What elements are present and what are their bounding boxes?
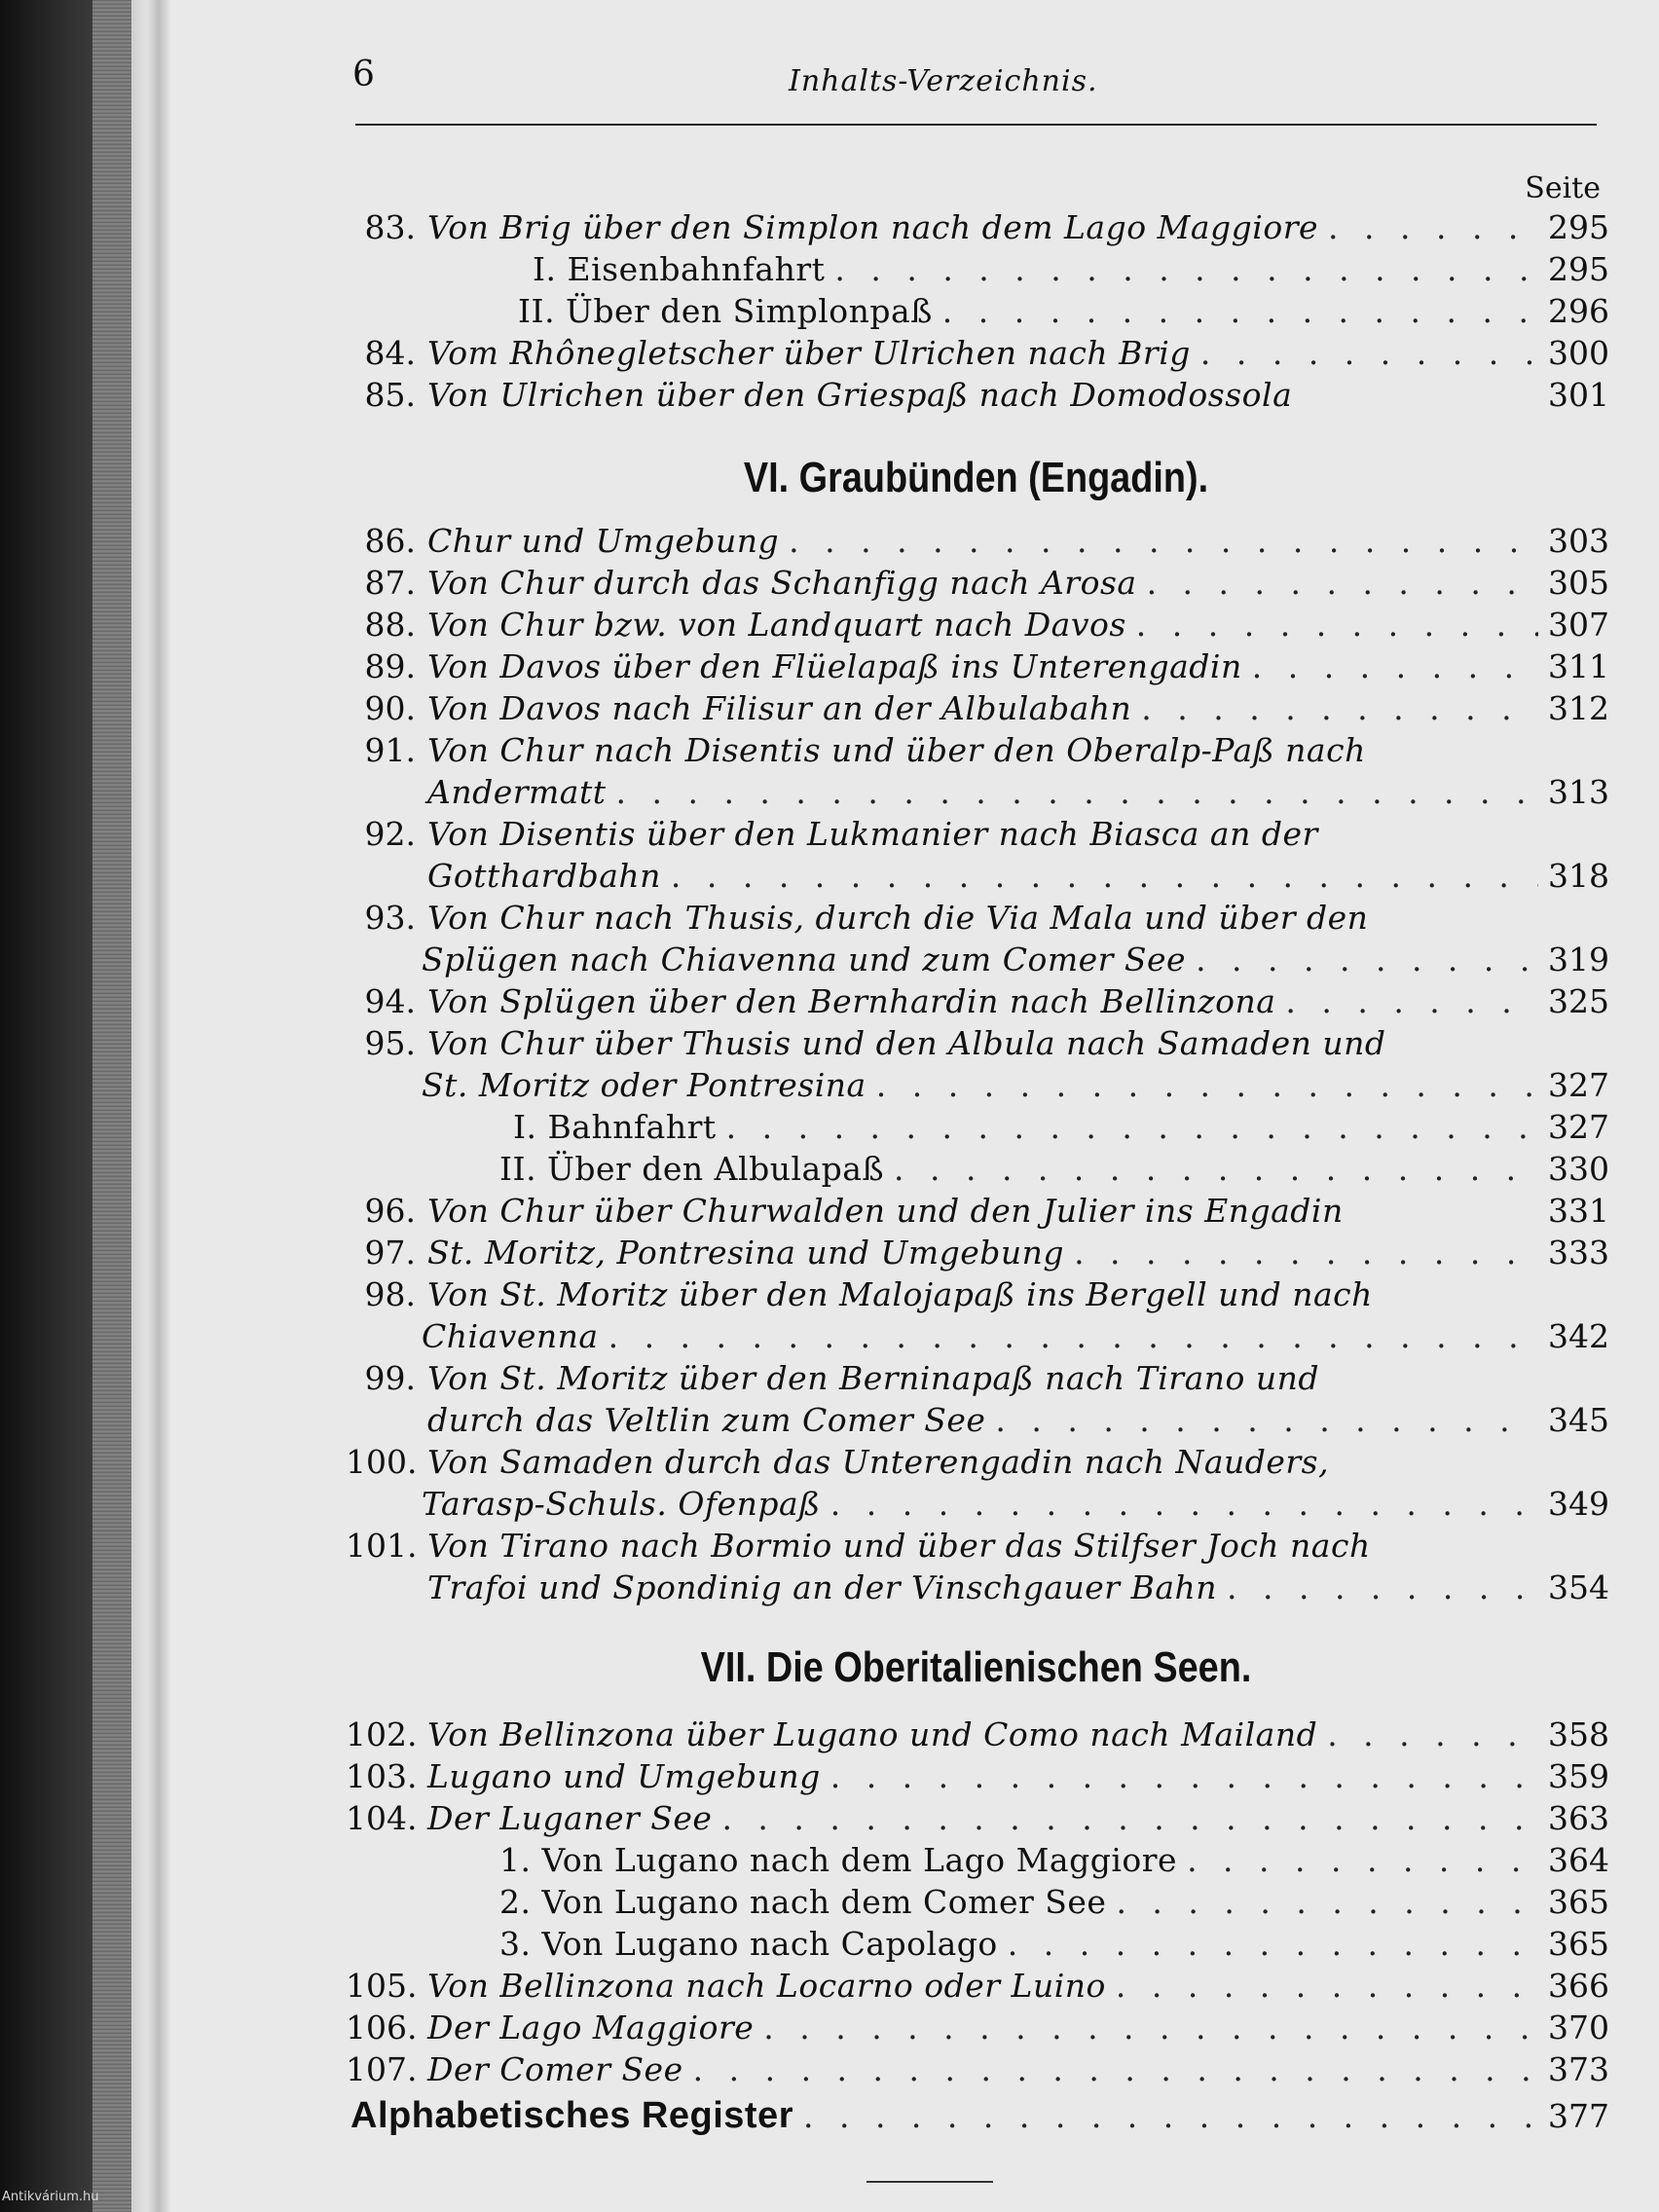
entry-number: 94.: [364, 982, 416, 1020]
header-rule: [355, 124, 1597, 126]
toc-entry: [346, 1799, 1609, 1842]
toc-entry: [346, 1757, 1609, 1800]
leader-dots: [1227, 1568, 1538, 1606]
leader-dots: [721, 1799, 1538, 1837]
entry-page: 365: [1548, 1883, 1609, 1921]
leader-dots: [789, 522, 1538, 560]
entry-number: 102.: [346, 1715, 418, 1753]
page-header-title: Inhalts-Verzeichnis.: [789, 64, 1098, 98]
leader-dots: [1328, 208, 1538, 246]
entry-title: Splügen nach Chiavenna und zum Comer See: [422, 940, 1187, 978]
toc-entry-continuation: [346, 1485, 1609, 1528]
leader-dots: [894, 1150, 1538, 1188]
entry-page: 366: [1548, 1967, 1609, 2005]
toc-entry-register: [350, 2095, 1609, 2138]
toc-subentry: [346, 1883, 1609, 1926]
toc-entry: [346, 1715, 1609, 1758]
leader-dots: [834, 250, 1538, 288]
leader-dots: [608, 1317, 1538, 1355]
entry-page: 325: [1548, 982, 1609, 1020]
entry-title: Von Disentis über den Lukmanier nach Biasca an der: [427, 815, 1318, 853]
entry-number: 105.: [346, 1967, 418, 2005]
entry-title: Alphabetisches Register: [350, 2095, 793, 2136]
leader-dots: [763, 2009, 1538, 2046]
leader-dots: [1008, 1925, 1538, 1963]
toc-entry-continuation: [346, 940, 1609, 983]
leader-dots: [1136, 606, 1538, 644]
page-number: 6: [352, 55, 375, 94]
book-spine-cloth: [92, 0, 131, 2212]
entry-title: II. Über den Simplonpaß: [518, 292, 933, 330]
entry-title: Von Chur nach Thusis, durch die Via Mala und über den: [427, 899, 1369, 937]
entry-number: 98.: [364, 1275, 416, 1313]
leader-dots: [1187, 1841, 1538, 1879]
entry-number: 106.: [346, 2009, 418, 2046]
entry-number: 104.: [346, 1799, 418, 1837]
entry-number: 92.: [364, 815, 416, 853]
entry-title: 3. Von Lugano nach Capolago: [499, 1925, 998, 1963]
toc-entry: [346, 647, 1609, 690]
entry-number: 85.: [364, 376, 416, 414]
entry-title: Der Luganer See: [427, 1799, 713, 1837]
book-spine: [0, 0, 92, 2212]
entry-title: Von St. Moritz über den Berninapaß nach Tirano und: [427, 1359, 1319, 1397]
leader-dots: [803, 2097, 1538, 2135]
leader-dots: [1074, 1234, 1538, 1272]
toc-subentry: [346, 1108, 1609, 1151]
entry-page: 359: [1548, 1757, 1609, 1795]
entry-title: Trafoi und Spondinig an der Vinschgauer Bahn: [427, 1568, 1218, 1606]
entry-number: 83.: [364, 208, 416, 246]
toc-entry: [346, 815, 1606, 858]
leader-dots: [1147, 564, 1538, 602]
entry-number: 103.: [346, 1757, 418, 1795]
toc-subentry: [346, 1841, 1609, 1884]
toc-entry: [346, 1527, 1606, 1569]
toc-subentry: [346, 292, 1609, 335]
entry-page: 345: [1548, 1401, 1609, 1439]
entry-title: Lugano und Umgebung: [427, 1757, 821, 1795]
toc-entry-continuation: [346, 773, 1609, 816]
leader-dots: [830, 1485, 1538, 1523]
entry-page: 363: [1548, 1799, 1609, 1837]
entry-title: 2. Von Lugano nach dem Comer See: [499, 1883, 1107, 1921]
leader-dots: [995, 1401, 1538, 1439]
entry-title: Von Chur über Churwalden und den Julier ins Engadin: [427, 1192, 1344, 1230]
entry-title: durch das Veltlin zum Comer See: [427, 1401, 986, 1439]
entry-title: Von St. Moritz über den Malojapaß ins Bergell und nach: [427, 1275, 1373, 1313]
entry-title: Von Chur durch das Schanfigg nach Arosa: [427, 564, 1137, 602]
leader-dots: [726, 1108, 1538, 1146]
entry-page: 377: [1548, 2097, 1609, 2135]
entry-title: I. Bahnfahrt: [513, 1108, 717, 1146]
toc-entry: [346, 899, 1606, 941]
footer-rule: [866, 2181, 993, 2183]
section-heading: VI. Graubünden (Engadin).: [743, 454, 1209, 501]
leader-dots: [1252, 647, 1538, 685]
entry-number: 86.: [364, 522, 416, 560]
entry-page: 342: [1548, 1317, 1609, 1355]
entry-title: Von Chur über Thusis und den Albula nach Samaden und: [427, 1024, 1386, 1062]
entry-page: 311: [1548, 647, 1609, 685]
entry-page: 318: [1548, 857, 1609, 895]
leader-dots: [876, 1066, 1538, 1104]
toc-entry: [346, 376, 1609, 419]
entry-page: 330: [1548, 1150, 1609, 1188]
entry-title: Andermatt: [427, 773, 607, 811]
entry-title: Von Tirano nach Bormio und über das Stilfser Joch nach: [427, 1527, 1371, 1565]
toc-subentry: [346, 250, 1609, 293]
leader-dots: [1116, 1883, 1538, 1921]
toc-entry: [346, 1443, 1606, 1486]
toc-entry: [346, 564, 1609, 607]
entry-page: 370: [1548, 2009, 1609, 2046]
leader-dots: [693, 2050, 1538, 2088]
toc-entry: [346, 2050, 1609, 2093]
leader-dots: [942, 292, 1538, 330]
entry-number: 88.: [364, 606, 416, 644]
entry-page: 364: [1548, 1841, 1609, 1879]
entry-page: 349: [1548, 1485, 1609, 1523]
toc-entry: [346, 1234, 1609, 1276]
entry-title: Von Ulrichen über den Griespaß nach Domodossola: [427, 376, 1293, 414]
leader-dots: [1200, 334, 1538, 372]
toc-entry: [346, 1275, 1606, 1318]
entry-number: 93.: [364, 899, 416, 937]
toc-entry: [346, 1967, 1609, 2009]
leader-dots: [830, 1757, 1538, 1795]
entry-number: 107.: [346, 2050, 418, 2088]
toc-entry: [346, 689, 1609, 732]
entry-page: 354: [1548, 1568, 1609, 1606]
entry-page: 305: [1548, 564, 1609, 602]
toc-entry-continuation: [346, 1066, 1609, 1109]
column-label: Seite: [1525, 171, 1601, 205]
entry-page: 307: [1548, 606, 1609, 644]
leader-dots: [671, 857, 1538, 895]
toc-entry: [346, 1192, 1609, 1235]
entry-number: 90.: [364, 689, 416, 727]
entry-number: 97.: [364, 1234, 416, 1272]
entry-title: I. Eisenbahnfahrt: [533, 250, 826, 288]
entry-title: Von Bellinzona nach Locarno oder Luino: [427, 1967, 1106, 2005]
entry-page: 331: [1548, 1192, 1609, 1230]
entry-title: II. Über den Albulapaß: [499, 1150, 885, 1188]
toc-entry: [346, 2009, 1609, 2051]
toc-entry: [346, 208, 1609, 251]
leader-dots: [1327, 1715, 1538, 1753]
entry-page: 319: [1548, 940, 1609, 978]
toc-entry: [346, 731, 1606, 774]
leader-dots: [616, 773, 1538, 811]
entry-number: 89.: [364, 647, 416, 685]
entry-title: Von Brig über den Simplon nach dem Lago Maggiore: [427, 208, 1319, 246]
entry-page: 333: [1548, 1234, 1609, 1272]
entry-title: Vom Rhônegletscher über Ulrichen nach Brig: [427, 334, 1191, 372]
section-heading: VII. Die Oberitalienischen Seen.: [700, 1643, 1252, 1691]
entry-title: Der Lago Maggiore: [427, 2009, 755, 2046]
entry-number: 99.: [364, 1359, 416, 1397]
entry-title: Von Davos über den Flüelapaß ins Unterengadin: [427, 647, 1242, 685]
entry-title: Der Comer See: [427, 2050, 683, 2088]
entry-number: 87.: [364, 564, 416, 602]
leader-dots: [1116, 1967, 1538, 2005]
entry-number: 101.: [346, 1527, 418, 1565]
toc-entry-continuation: [346, 1568, 1609, 1611]
entry-title: Von Chur nach Disentis und über den Oberalp-Paß nach: [427, 731, 1366, 769]
watermark: Antikvárium.hu: [2, 2190, 99, 2204]
entry-page: 358: [1548, 1715, 1609, 1753]
entry-number: 96.: [364, 1192, 416, 1230]
entry-title: Chiavenna: [422, 1317, 599, 1355]
entry-page: 295: [1548, 208, 1609, 246]
entry-title: Chur und Umgebung: [427, 522, 780, 560]
toc-entry-continuation: [346, 857, 1609, 900]
entry-title: Von Davos nach Filisur an der Albulabahn: [427, 689, 1132, 727]
toc-entry: [346, 1024, 1606, 1067]
entry-page: 301: [1548, 376, 1609, 414]
entry-number: 95.: [364, 1024, 416, 1062]
leader-dots: [1196, 940, 1538, 978]
entry-title: St. Moritz oder Pontresina: [422, 1066, 866, 1104]
toc-subentry: [346, 1150, 1609, 1193]
entry-page: 327: [1548, 1066, 1609, 1104]
toc-entry: [346, 606, 1609, 648]
entry-page: 300: [1548, 334, 1609, 372]
entry-page: 295: [1548, 250, 1609, 288]
entry-title: Von Samaden durch das Unterengadin nach Nauders,: [427, 1443, 1330, 1481]
toc-subentry: [346, 1925, 1609, 1968]
entry-title: Von Bellinzona über Lugano und Como nach Mailand: [427, 1715, 1318, 1753]
entry-number: 84.: [364, 334, 416, 372]
entry-title: Gotthardbahn: [427, 857, 661, 895]
entry-title: Tarasp-Schuls. Ofenpaß: [422, 1485, 821, 1523]
toc-entry: [346, 522, 1609, 565]
entry-page: 312: [1548, 689, 1609, 727]
page-gutter: [131, 0, 170, 2212]
toc-entry: [346, 1359, 1606, 1402]
entry-page: 303: [1548, 522, 1609, 560]
toc-entry: [346, 982, 1609, 1025]
entry-page: 296: [1548, 292, 1609, 330]
entry-title: 1. Von Lugano nach dem Lago Maggiore: [499, 1841, 1178, 1879]
entry-page: 327: [1548, 1108, 1609, 1146]
entry-page: 373: [1548, 2050, 1609, 2088]
leader-dots: [1285, 982, 1538, 1020]
entry-title: Von Chur bzw. von Landquart nach Davos: [427, 606, 1126, 644]
leader-dots: [1141, 689, 1538, 727]
entry-page: 365: [1548, 1925, 1609, 1963]
entry-title: Von Splügen über den Bernhardin nach Bellinzona: [427, 982, 1276, 1020]
entry-page: 313: [1548, 773, 1609, 811]
toc-entry: [346, 334, 1609, 377]
entry-number: 100.: [346, 1443, 418, 1481]
toc-entry-continuation: [346, 1317, 1609, 1360]
entry-title: St. Moritz, Pontresina und Umgebung: [427, 1234, 1065, 1272]
toc-entry-continuation: [346, 1401, 1609, 1444]
entry-number: 91.: [364, 731, 416, 769]
